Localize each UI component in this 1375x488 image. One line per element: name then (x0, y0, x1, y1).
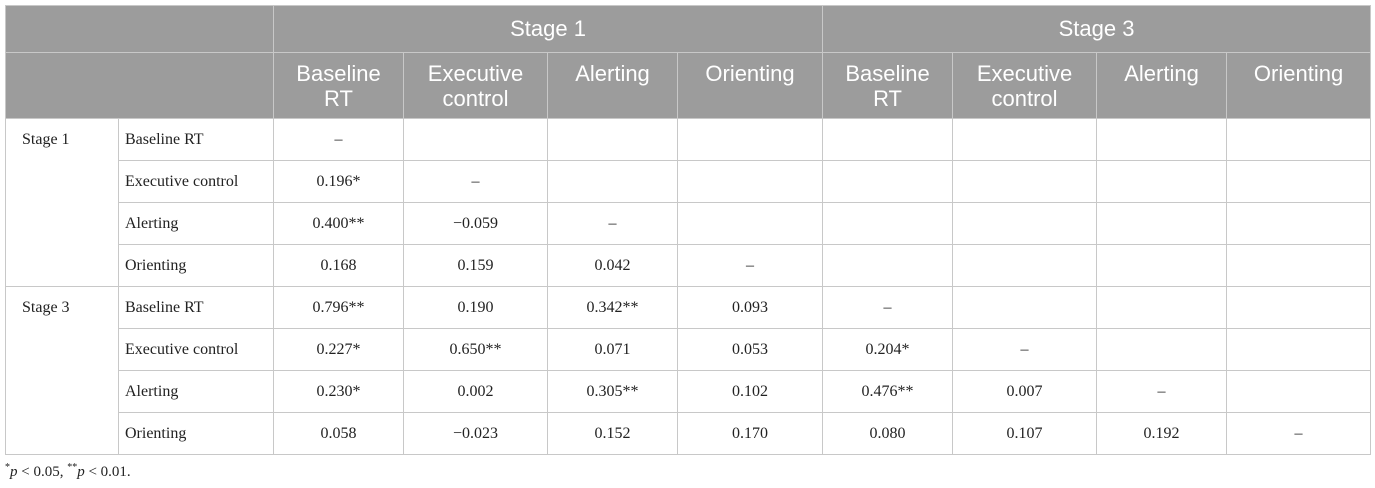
column-header: Executive control (953, 53, 1097, 119)
header-corner-lower (6, 53, 274, 119)
row-label: Executive control (119, 329, 274, 371)
table-row (6, 413, 1371, 455)
table-row (6, 203, 1371, 245)
table-cell (823, 161, 953, 203)
table-cell: 0.159 (404, 245, 548, 287)
row-label: Orienting (119, 413, 274, 455)
table-cell: 0.093 (678, 287, 823, 329)
stage-label: Stage 1 (6, 119, 119, 287)
row-label: Baseline RT (119, 119, 274, 161)
footnote-star: ** (67, 462, 78, 473)
table-cell: – (404, 161, 548, 203)
footnote-text: < 0.01. (84, 464, 131, 480)
table-cell: – (548, 203, 678, 245)
table-body (6, 119, 1371, 455)
table-cell: 0.476** (823, 371, 953, 413)
table-cell: – (1097, 371, 1227, 413)
row-label: Orienting (119, 245, 274, 287)
table-row (6, 245, 1371, 287)
table-cell (1097, 119, 1227, 161)
table-cell: 0.080 (823, 413, 953, 455)
table-cell (953, 245, 1097, 287)
table-cell (953, 203, 1097, 245)
table-cell (1227, 371, 1371, 413)
table-row (6, 161, 1371, 203)
table-cell (953, 119, 1097, 161)
table-row (6, 329, 1371, 371)
table-cell: 0.650** (404, 329, 548, 371)
table-cell (1227, 245, 1371, 287)
table-cell: 0.053 (678, 329, 823, 371)
column-header: Alerting (1097, 53, 1227, 119)
table-cell: – (678, 245, 823, 287)
table-cell (823, 203, 953, 245)
table-cell: 0.107 (953, 413, 1097, 455)
table-cell (953, 161, 1097, 203)
table-footnote (5, 462, 131, 481)
table-cell (1097, 203, 1227, 245)
table-cell: – (953, 329, 1097, 371)
table-cell: – (823, 287, 953, 329)
table-cell (1097, 329, 1227, 371)
table-cell: 0.196* (274, 161, 404, 203)
table-cell: 0.152 (548, 413, 678, 455)
table-cell: 0.102 (678, 371, 823, 413)
table-cell: 0.007 (953, 371, 1097, 413)
table-cell: 0.227* (274, 329, 404, 371)
table-cell (823, 119, 953, 161)
table-cell: 0.042 (548, 245, 678, 287)
table-row (6, 119, 1371, 161)
footnote-star: * (5, 462, 10, 473)
table-cell: – (274, 119, 404, 161)
table-cell (953, 287, 1097, 329)
row-label: Alerting (119, 371, 274, 413)
table-cell (678, 119, 823, 161)
table-cell (548, 119, 678, 161)
table-row (6, 287, 1371, 329)
stage-label: Stage 3 (6, 287, 119, 455)
table-cell: 0.002 (404, 371, 548, 413)
table-cell (1097, 161, 1227, 203)
table-cell (823, 245, 953, 287)
table-cell: 0.305** (548, 371, 678, 413)
column-header: Baseline RT (823, 53, 953, 119)
row-label: Executive control (119, 161, 274, 203)
table-cell: 0.192 (1097, 413, 1227, 455)
table-cell (1227, 161, 1371, 203)
table-cell: 0.400** (274, 203, 404, 245)
correlation-table (5, 5, 1371, 455)
table-cell: 0.168 (274, 245, 404, 287)
table-cell (548, 161, 678, 203)
table-cell: −0.023 (404, 413, 548, 455)
table-cell (678, 203, 823, 245)
table-cell: 0.796** (274, 287, 404, 329)
table-cell: 0.230* (274, 371, 404, 413)
table-cell: 0.058 (274, 413, 404, 455)
table-cell (1227, 203, 1371, 245)
footnote-p: p (10, 464, 18, 480)
column-header: Alerting (548, 53, 678, 119)
table-cell: 0.204* (823, 329, 953, 371)
header-group-stage1: Stage 1 (274, 6, 823, 53)
row-label: Alerting (119, 203, 274, 245)
table-cell (1227, 329, 1371, 371)
column-header: Orienting (1227, 53, 1371, 119)
table-cell (678, 161, 823, 203)
column-header: Baseline RT (274, 53, 404, 119)
table-cell (1227, 287, 1371, 329)
table-cell (404, 119, 548, 161)
table-cell: 0.071 (548, 329, 678, 371)
header-corner (6, 6, 274, 53)
footnote-text: < 0.05, (17, 464, 68, 480)
header-group-stage3: Stage 3 (823, 6, 1371, 53)
column-header: Executive control (404, 53, 548, 119)
table-cell: – (1227, 413, 1371, 455)
footnote-p: p (77, 464, 85, 480)
table-cell: −0.059 (404, 203, 548, 245)
table-cell (1097, 245, 1227, 287)
table-cell: 0.190 (404, 287, 548, 329)
table-cell: 0.170 (678, 413, 823, 455)
table-row (6, 371, 1371, 413)
row-label: Baseline RT (119, 287, 274, 329)
table-cell: 0.342** (548, 287, 678, 329)
column-header: Orienting (678, 53, 823, 119)
table-cell (1227, 119, 1371, 161)
table-cell (1097, 287, 1227, 329)
